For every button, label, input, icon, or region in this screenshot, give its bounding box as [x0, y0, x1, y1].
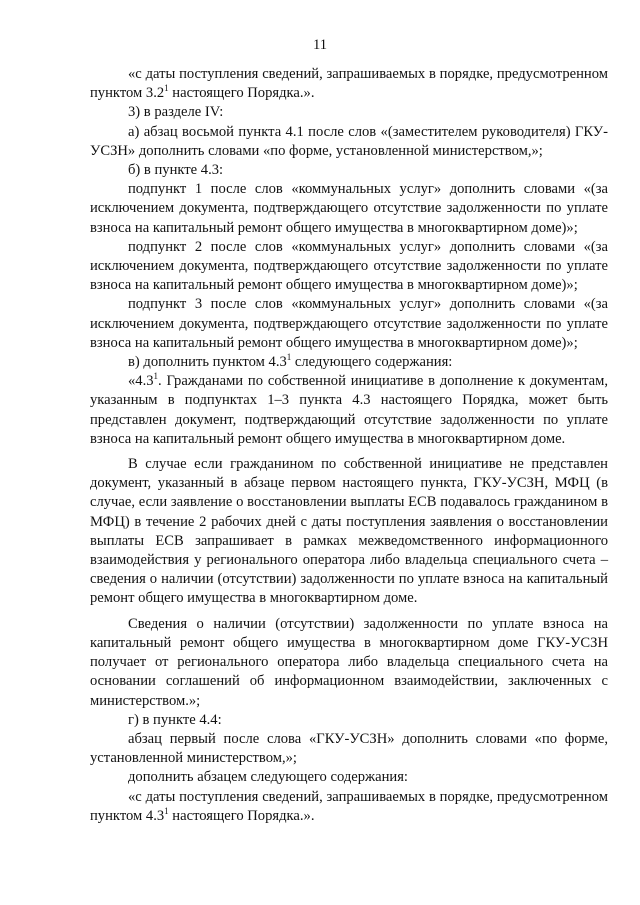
paragraph: а) абзац восьмой пункта 4.1 после слов «(заместителем руководителя) ГКУ-УСЗН» дополнить словами «по форме, установленной министерством,»; — [90, 123, 608, 159]
paragraph: абзац первый после слова «ГКУ-УСЗН» дополнить словами «по форме, установленной министерством,»; — [90, 730, 608, 767]
paragraph: Сведения о наличии (отсутствии) задолженности по уплате взноса на капитальный ремонт общего имущества в многоквартирном доме ГКУ-УСЗН получает от регионального оператора либо владельца специального счета на основании соглашений об информационном взаимодействии, заключенных с министерством.»; — [90, 615, 608, 709]
paragraph: «$4.3^1$. Гражданами по собственной инициативе в дополнение к документам, указанным в подпунктах 1–3 пункта 4.3 настоящего Порядка, может быть представлен документ, подтверждающий отсутствие задолженности по уплате взноса на капитальный ремонт общего имущества в многоквартирном доме. — [90, 371, 608, 447]
paragraph: б) в пункте 4.3: — [128, 162, 224, 179]
paragraph: «с даты поступления сведений, запрашиваемых в порядке, предусмотренном пунктом $3.2^1$ настоящего Порядка.». — [90, 66, 608, 102]
paragraph: подпункт 3 после слов «коммунальных услуг» дополнить словами «(за исключением документа, подтверждающего отсутствие задолженности по уплате взноса на капитальный ремонт общего имущества в многоквартирном доме)»; — [90, 296, 608, 351]
page-number: 11 — [312, 37, 328, 53]
paragraph: дополнить абзацем следующего содержания: — [128, 769, 408, 786]
paragraph: «с даты поступления сведений, запрашиваемых в порядке, предусмотренном пунктом $4.3^1$ настоящего Порядка.». — [90, 788, 608, 824]
paragraph: подпункт 1 после слов «коммунальных услуг» дополнить словами «(за исключением документа, подтверждающего отсутствие задолженности по уплате взноса на капитальный ремонт общего имущества в многоквартирном доме)»; — [90, 181, 608, 236]
document-body — [90, 65, 608, 826]
paragraph: в) дополнить пунктом $4.3^1$ следующего содержания: — [128, 352, 453, 371]
paragraph: г) в пункте 4.4: — [128, 711, 222, 728]
paragraph: подпункт 2 после слов «коммунальных услуг» дополнить словами «(за исключением документа, подтверждающего отсутствие задолженности по уплате взноса на капитальный ремонт общего имущества в многоквартирном доме)»; — [90, 238, 608, 294]
paragraph: 3) в разделе IV: — [128, 104, 224, 121]
paragraph: В случае если гражданином по собственной инициативе не представлен документ, указанный в абзаце первом настоящего пункта, ГКУ-УСЗН, МФЦ (в случае, если заявление о восстановлении выплаты ЕСВ подавалось гражданином в МФЦ) в течение 2 рабочих дней с даты поступления заявления о восстановлении выплаты ЕСВ запрашивает в рамках межведомственного информационного взаимодействия у регионального оператора либо владельца специального счета – сведения о наличии (отсутствии) задолженности по уплате взноса на капитальный ремонт общего имущества в многоквартирном доме. — [90, 456, 608, 607]
